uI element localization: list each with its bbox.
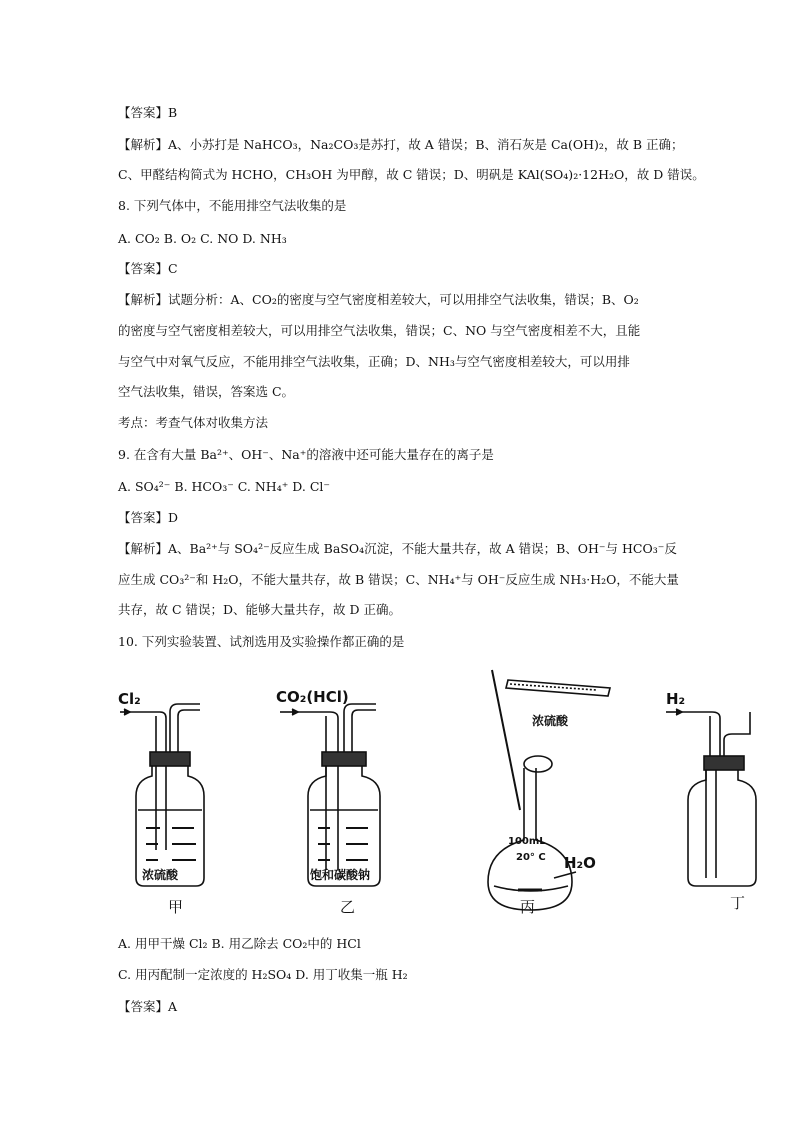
flask-bing <box>488 670 610 910</box>
bottle-jia <box>120 704 204 886</box>
caption-bing: 丙 <box>520 898 536 916</box>
options-9: A. SO₄²⁻ B. HCO₃⁻ C. NH₄⁺ D. Cl⁻ <box>118 479 330 494</box>
analysis-line: 共存，故 C 错误；D、能够大量共存，故 D 正确。 <box>118 602 402 617</box>
gas-label-ding: H₂ <box>666 690 686 708</box>
options-8: A. CO₂ B. O₂ C. NO D. NH₃ <box>118 231 287 246</box>
question-8: 8. 下列气体中，不能用排空气法收集的是 <box>118 198 347 213</box>
liquid-label-yi: 饱和碳酸钠 <box>310 868 371 882</box>
analysis-line: 【解析】A、小苏打是 NaHCO₃，Na₂CO₃是苏打，故 A 错误；B、消石灰是 Ca(OH)₂，故 B 正确； <box>118 137 684 152</box>
options-10: C. 用丙配制一定浓度的 H₂SO₄ D. 用丁收集一瓶 H₂ <box>118 967 408 982</box>
reagent-label-bing: 浓硫酸 <box>532 714 569 728</box>
analysis-line: C、甲醛结构简式为 HCHO，CH₃OH 为甲醇，故 C 错误；D、明矾是 KAl(SO₄)₂·12H₂O，故 D 错误。 <box>118 167 705 182</box>
key-point: 考点：考查气体对收集方法 <box>118 415 269 430</box>
analysis-line: 的密度与空气密度相差较大，可以用排空气法收集，错误；C、NO 与空气密度相差不大，且能 <box>118 323 641 338</box>
answer-line: 【答案】B <box>118 105 178 120</box>
question-9: 9. 在含有大量 Ba²⁺、OH⁻、Na⁺的溶液中还可能大量存在的离子是 <box>118 447 494 462</box>
analysis-line: 与空气中对氧气反应，不能用排空气法收集，正确；D、NH₃与空气密度相差较大，可以用排 <box>118 354 630 369</box>
apparatus-diagram <box>100 660 760 920</box>
answer-line: 【答案】D <box>118 510 179 525</box>
gas-label-yi: CO₂(HCl) <box>276 688 349 706</box>
bottle-yi <box>280 704 380 886</box>
question-10: 10. 下列实验装置、试剂选用及实验操作都正确的是 <box>118 634 405 649</box>
gas-label-jia: Cl₂ <box>118 690 141 708</box>
bottle-ding <box>666 709 756 886</box>
flask-volume-label: 100mL <box>508 836 546 847</box>
caption-jia: 甲 <box>168 898 184 916</box>
caption-ding: 丁 <box>730 894 746 912</box>
apparatus-drawing <box>100 660 760 920</box>
caption-yi: 乙 <box>340 898 356 916</box>
options-10: A. 用甲干燥 Cl₂ B. 用乙除去 CO₂中的 HCl <box>118 936 361 951</box>
analysis-line: 【解析】A、Ba²⁺与 SO₄²⁻反应生成 BaSO₄沉淀，不能大量共存，故 A 错误；B、OH⁻与 HCO₃⁻反 <box>118 541 677 556</box>
answer-line: 【答案】C <box>118 261 178 276</box>
analysis-line: 空气法收集，错误，答案选 C。 <box>118 384 295 399</box>
flask-temp-label: 20° C <box>516 852 546 863</box>
analysis-line: 【解析】试题分析：A、CO₂的密度与空气密度相差较大，可以用排空气法收集，错误；B、O₂ <box>118 292 639 307</box>
water-label: H₂O <box>564 854 596 872</box>
analysis-line: 应生成 CO₃²⁻和 H₂O，不能大量共存，故 B 错误；C、NH₄⁺与 OH⁻反应生成 NH₃·H₂O，不能大量 <box>118 572 679 587</box>
answer-line: 【答案】A <box>118 999 178 1014</box>
liquid-label-jia: 浓硫酸 <box>142 868 179 882</box>
